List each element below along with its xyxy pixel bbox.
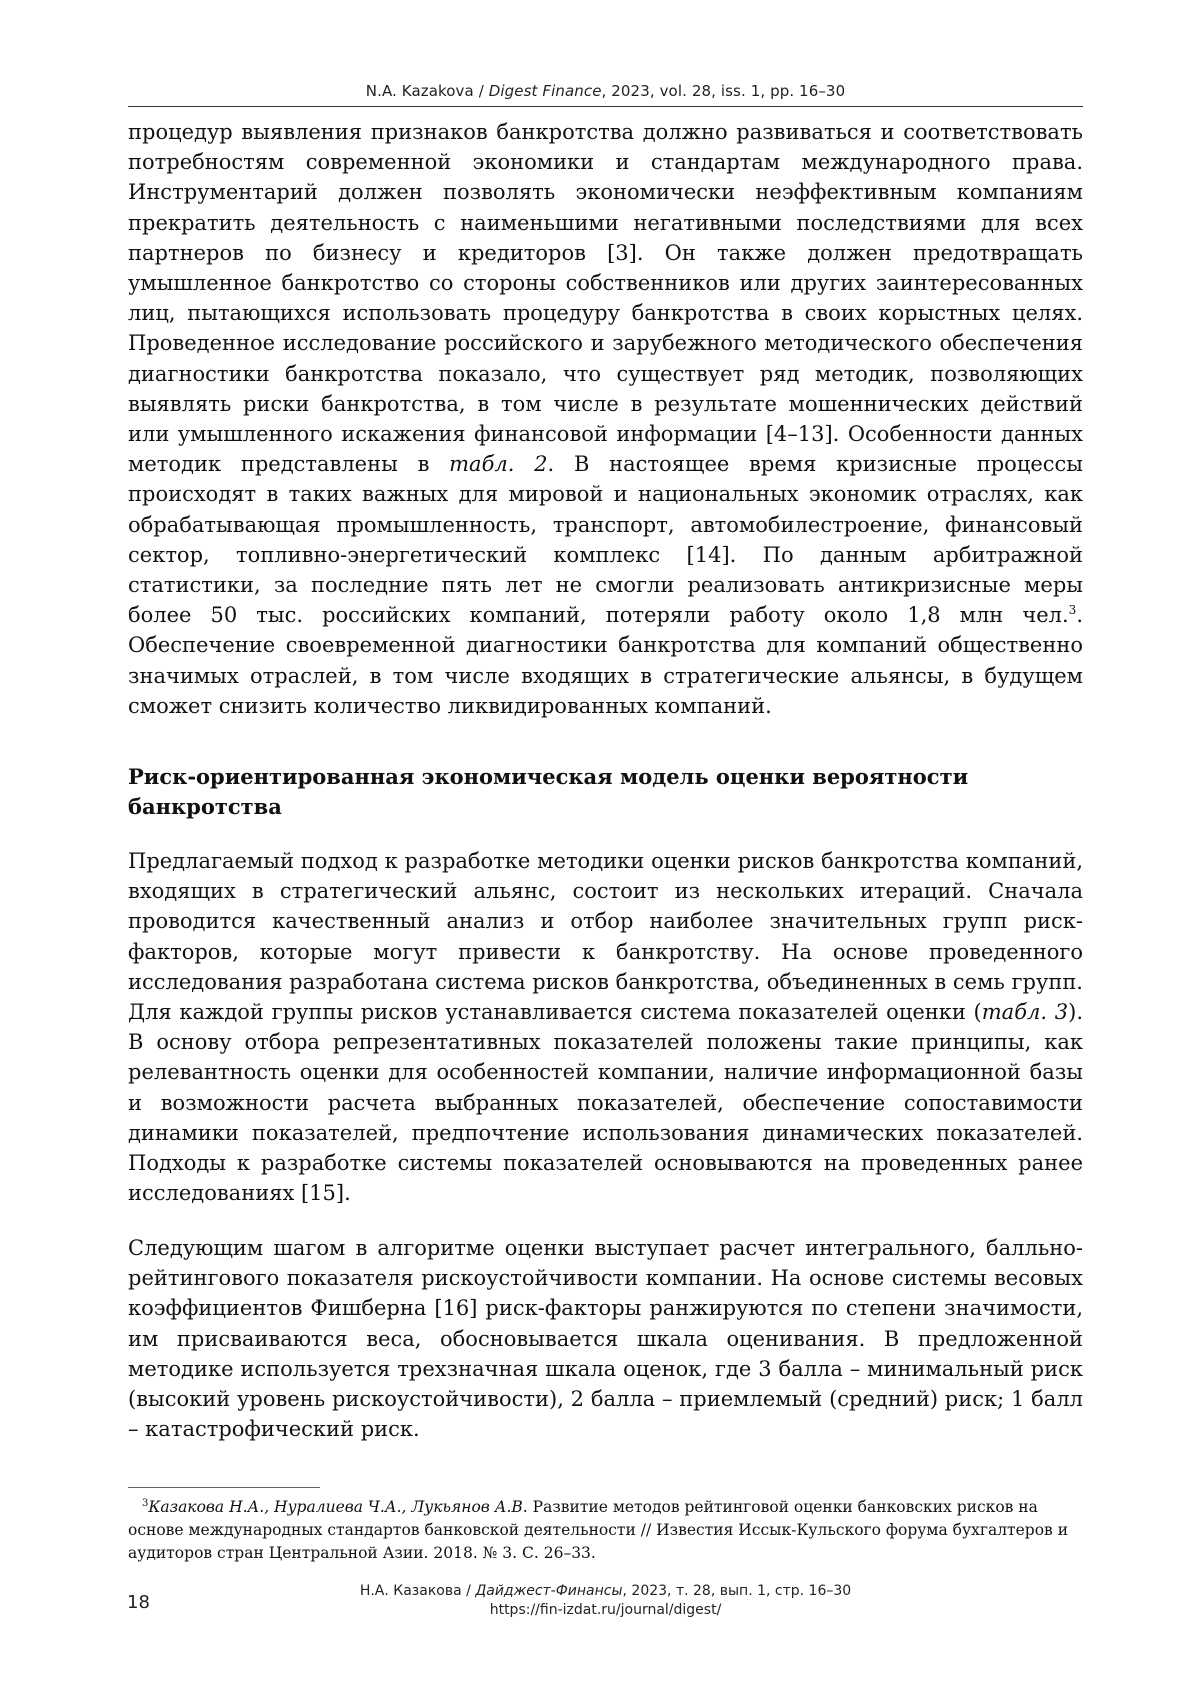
paragraph-2-text-b: ). В основу отбора репрезентативных показателей положены такие принципы, как релевантность оценки для особенностей компании, наличие информационной базы и возможности расчета выбранных показателей, обеспечение сопоставимости динамики показателей, предпочтение использования динамических показателей. Подходы к разработке системы показателей основываются на проведенных ранее исследованиях [15]. — [128, 1000, 1083, 1206]
table-2-reference: табл. 2 — [449, 452, 548, 477]
footer-citation — [128, 1582, 1083, 1601]
paragraph-1-text-a: процедур выявления признаков банкротства должно развиваться и соответствовать потребностям современной экономики и стандартам международного права. Инструментарий должен позволять экономически неэффективным компаниям прекратить деятельность с наименьшими негативными последствиями для всех партнеров по бизнесу и кредиторов [3]. Он также должен предотвращать умышленное банкротство со стороны собственников или других заинтересованных лиц, пытающихся использовать процедуру банкротства в своих корыстных целях. Проведенное исследование российского и зарубежного методического обеспечения диагностики банкротства показало, что существует ряд методик, позволяющих выявлять риски банкротства, в том числе в результате мошеннических действий или умышленного искажения финансовой информации [4–13]. Особенности данных методик представлены в — [128, 120, 1083, 477]
header-journal: Digest Finance — [488, 82, 602, 100]
paragraph-3: Следующим шагом в алгоритме оценки выступает расчет интегрального, балльно-рейтингового показателя рискоустойчивости компании. На основе системы весовых коэффициентов Фишберна [16] риск-факторы ранжируются по степени значимости, им присваиваются веса, обосновывается шкала оценивания. В предложенной методике используется трехзначная шкала оценок, где 3 балла – минимальный риск (высокий уровень рискоустойчивости), 2 балла – приемлемый (средний) риск; 1 балл – катастрофический риск. — [128, 1236, 1083, 1442]
paragraph-1-text-c: . Обеспечение своевременной диагностики банкротства для компаний общественно значимых отраслей, в том числе входящих в стратегические альянсы, в будущем сможет снизить количество ликвидированных компаний. — [128, 603, 1083, 718]
table-3-reference: табл. 3 — [981, 1000, 1069, 1025]
paragraph-2 — [128, 846, 1083, 1208]
header-divider — [128, 106, 1083, 107]
header-details: , 2023, vol. 28, iss. 1, pp. 16–30 — [601, 82, 846, 100]
footer-journal: Дайджест-Финансы — [475, 1583, 623, 1599]
header-separator: / — [473, 82, 489, 100]
paragraph-1 — [128, 117, 1083, 721]
paragraph-1-text-b: . В настоящее время кризисные процессы происходят в таких важных для мировой и национальных экономик отраслях, как обрабатывающая промышленность, транспорт, автомобилестроение, финансовый сектор, топливно-энергетический комплекс [14]. По данным арбитражной статистики, за последние пять лет не смогли реализовать антикризисные меры более 50 тыс. российских компаний, потеряли работу около 1,8 млн чел. — [128, 452, 1083, 628]
document-page — [128, 0, 1083, 1697]
footnote-text: . Развитие методов рейтинговой оценки банковских рисков на основе международных стандартов банковской деятельности // Известия Иссык-Кульского форума бухгалтеров и аудиторов стран Центральной Азии. 2018. № 3. С. 26–33. — [128, 1498, 1069, 1562]
footer-url[interactable]: https://fin-izdat.ru/journal/digest/ — [489, 1602, 722, 1618]
page-number: 18 — [127, 1592, 150, 1613]
footnote-authors: Казакова Н.А., Нуралиева Ч.А., Лукьянов А.В — [148, 1498, 523, 1516]
paragraph-2-text-a: Предлагаемый подход к разработке методики оценки рисков банкротства компаний, входящих в стратегический альянс, состоит из нескольких итераций. Сначала проводится качественный анализ и отбор наиболее значительных групп риск-факторов, которые могут привести к банкротству. На основе проведенного исследования разработана система рисков банкротства, объединенных в семь групп. Для каждой группы рисков устанавливается система показателей оценки ( — [128, 849, 1083, 1025]
footer-details: , 2023, т. 28, вып. 1, стр. 16–30 — [622, 1583, 852, 1599]
footnote-3-marker: 3 — [1068, 603, 1077, 618]
footnote — [128, 1496, 1083, 1565]
footer-separator: / — [461, 1583, 476, 1599]
footnote-mark: 3 — [142, 1497, 149, 1509]
footer-author: Н.А. Казакова — [359, 1583, 462, 1599]
page-footer — [128, 1582, 1083, 1620]
footnote-divider — [128, 1487, 320, 1488]
section-heading: Риск-ориентированная экономическая модель оценки вероятности банкротства — [128, 764, 969, 819]
running-header — [128, 82, 1083, 100]
header-author: N.A. Kazakova — [365, 82, 474, 100]
